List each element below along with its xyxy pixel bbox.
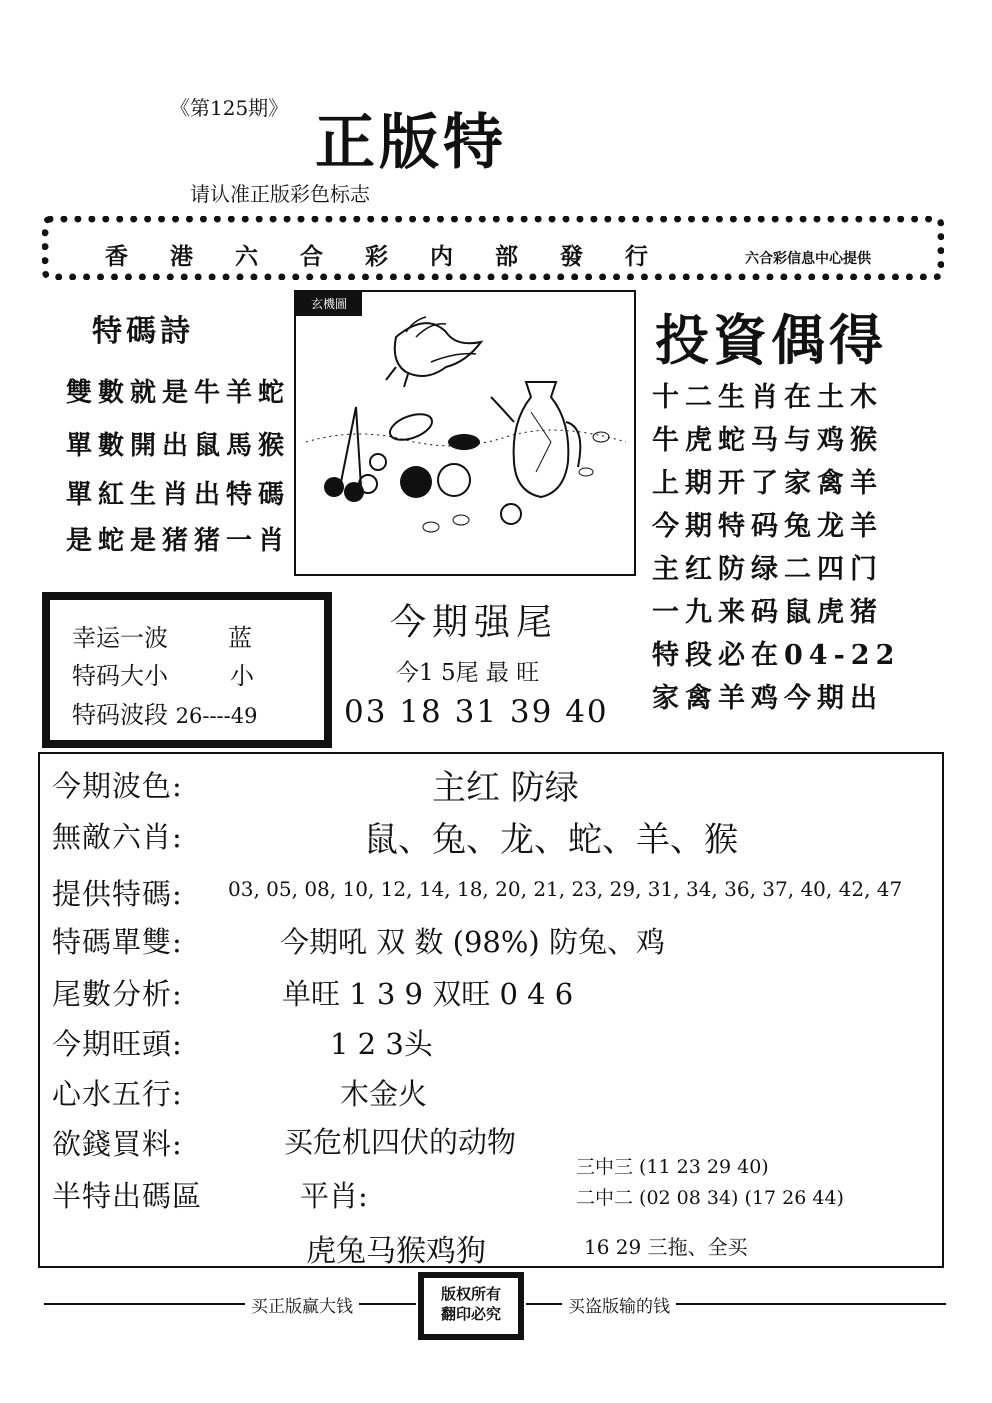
strong-tail-title: 今期强尾 <box>390 602 559 643</box>
poem-title: 特碼詩 <box>92 314 194 349</box>
special-value: 03, 05, 08, 10, 12, 14, 18, 20, 21, 23, 29, 31, 34, 36, 37, 40, 42, 47 <box>228 877 903 901</box>
lucky-wave-label: 幸运一波 <box>72 624 168 652</box>
zone-label: 半特出碼區 <box>52 1179 203 1213</box>
invest-line: 家禽羊鸡今期出 <box>652 683 883 714</box>
flat-value: 虎兔马猴鸡狗 <box>306 1234 486 1269</box>
zodiac-label: 無敵六肖: <box>52 820 183 854</box>
lucky-range-row <box>72 695 257 730</box>
special-label: 提供特碼: <box>52 877 183 911</box>
page-title: 正版特 <box>315 108 507 178</box>
stamp-line-1: 版权所有 <box>440 1285 501 1303</box>
issue-number: 《第125期》 <box>170 96 289 120</box>
invest-line: 一九来码鼠虎猪 <box>652 597 883 628</box>
lucky-wave-row <box>72 618 252 653</box>
invest-line: 今期特码兔龙羊 <box>652 511 883 542</box>
buy-value: 买危机四伏的动物 <box>284 1125 517 1159</box>
picture-tag: 玄機圖 <box>296 292 362 316</box>
lucky-size-label: 特码大小 <box>72 662 168 690</box>
element-value: 木金火 <box>340 1077 428 1111</box>
poem-line: 雙數就是牛羊蛇 <box>66 378 291 408</box>
lucky-range-label: 特码波段 <box>72 701 168 729</box>
torn-corner <box>530 90 650 220</box>
lucky-range-value: 26----49 <box>175 704 258 728</box>
bird-fruit-jug-illustration <box>296 292 634 574</box>
invest-title: 投資偶得 <box>655 308 887 372</box>
footer-right-slogan: 买盗版输的钱 <box>562 1292 676 1317</box>
strong-tail-numbers: 03 18 31 39 40 <box>344 694 609 730</box>
issuer-note: 六合彩信息中心提供 <box>745 251 871 267</box>
footer-left-slogan: 买正版赢大钱 <box>245 1292 359 1317</box>
oddeven-label: 特碼單雙: <box>52 925 183 959</box>
invest-line: 上期开了家禽羊 <box>652 468 883 499</box>
combo-three: 三中三 (11 23 29 40) <box>576 1156 769 1178</box>
poem-line: 是蛇是猪猪一肖 <box>66 526 291 556</box>
lucky-size-row <box>72 656 254 691</box>
flat-label: 平肖: <box>300 1179 368 1213</box>
oddeven-value: 今期吼 双 数 (98%) 防兔、鸡 <box>280 925 665 959</box>
color-value: 主红 防绿 <box>432 768 579 808</box>
zodiac-value: 鼠、兔、龙、蛇、羊、猴 <box>364 820 738 860</box>
lucky-wave-value: 蓝 <box>228 624 252 652</box>
element-label: 心水五行: <box>52 1077 183 1111</box>
combo-drag: 16 29 三拖、全买 <box>584 1235 748 1259</box>
head-label: 今期旺頭: <box>52 1027 183 1061</box>
stamp-line-2: 翻印必究 <box>440 1305 501 1323</box>
color-label: 今期波色: <box>52 769 183 803</box>
strong-tail-sub: 今1 5尾 最 旺 <box>396 660 540 686</box>
invest-line: 牛虎蛇马与鸡猴 <box>652 425 883 456</box>
head-value: 1 2 3头 <box>330 1027 433 1061</box>
poem-line: 單紅生肖出特碼 <box>66 480 291 510</box>
footer-rule-left <box>44 1303 416 1305</box>
invest-line: 主红防绿二四门 <box>652 554 883 585</box>
invest-line: 特段必在04-22 <box>652 640 901 671</box>
issuer-text: 香港六合彩内部發行 <box>105 243 690 270</box>
invest-line: 十二生肖在土木 <box>652 382 883 413</box>
copyright-stamp <box>418 1272 524 1340</box>
combo-two: 二中二 (02 08 34) (17 26 44) <box>576 1187 844 1209</box>
buy-label: 欲錢買料: <box>52 1127 183 1161</box>
tail-value: 单旺 1 3 9 双旺 0 4 6 <box>282 977 574 1011</box>
authenticity-note: 请认准正版彩色标志 <box>190 182 370 206</box>
riddle-picture <box>294 290 636 576</box>
tail-label: 尾數分析: <box>52 977 183 1011</box>
lucky-size-value: 小 <box>230 662 254 690</box>
poem-line: 單數開出鼠馬猴 <box>66 431 291 461</box>
